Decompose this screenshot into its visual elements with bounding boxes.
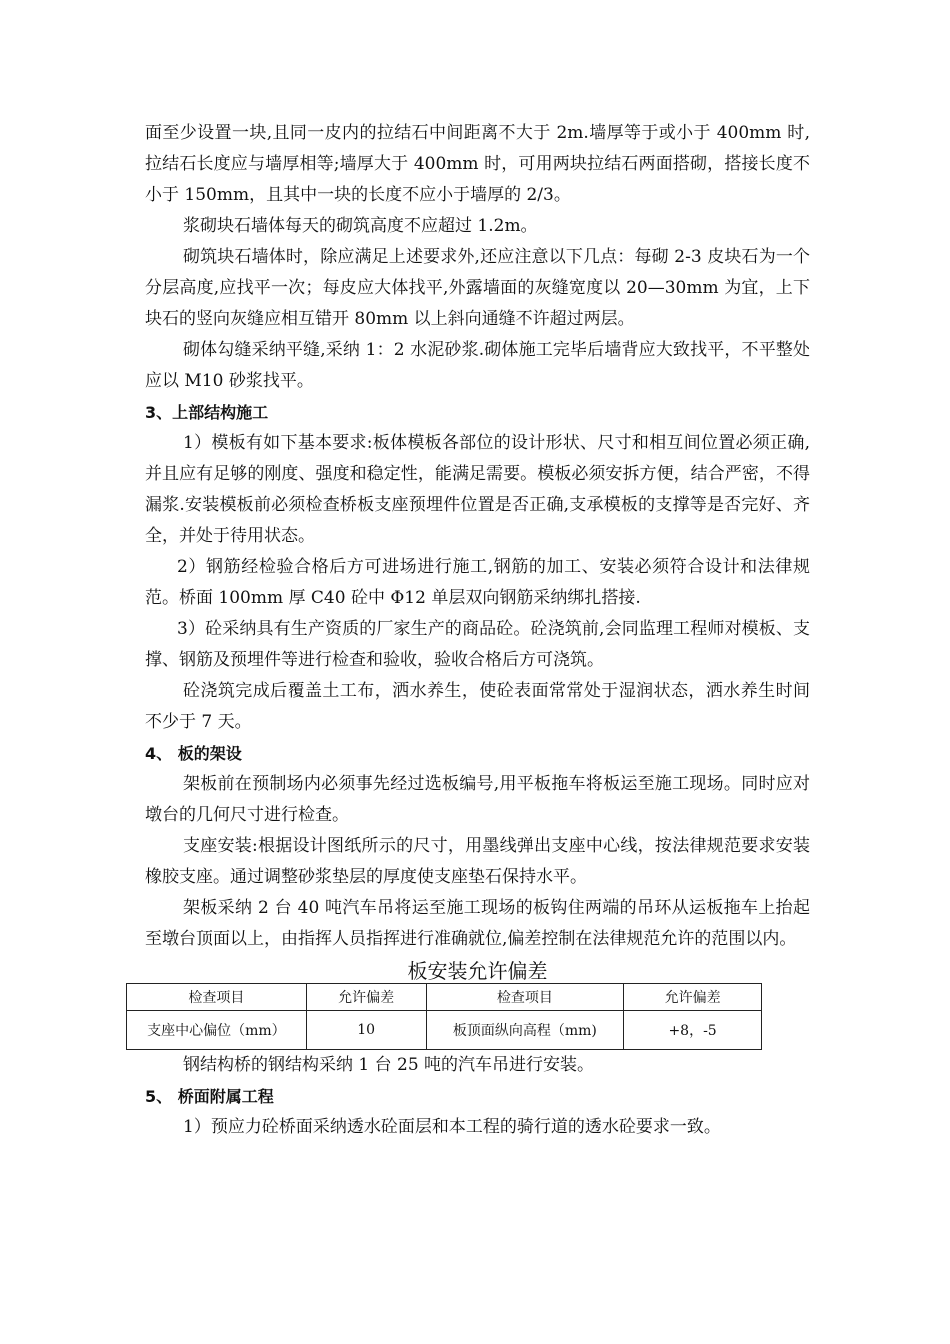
paragraph-concrete: 3）砼采纳具有生产资质的厂家生产的商品砼。砼浇筑前,会同监理工程师对模板、支撑、钢筋及预埋件等进行检查和验收，验收合格后方可浇筑。 xyxy=(145,619,810,670)
table-row xyxy=(127,1011,762,1050)
paragraph-tie-stone: 面至少设置一块,且同一皮内的拉结石中间距离不大于 2m.墙厚等于或小于 400mm 时,拉结石长度应与墙厚相等;墙厚大于 400mm 时，可用两块拉结石两面搭砌，搭接长度不小于 150mm，且其中一块的长度不应小于墙厚的 2/3。 xyxy=(145,123,810,205)
table-cell: 10 xyxy=(306,1011,426,1050)
paragraph-bearing-install: 支座安装:根据设计图纸所示的尺寸，用墨线弹出支座中心线，按法律规范要求安装橡胶支座。通过调整砂浆垫层的厚度使支座垫石保持水平。 xyxy=(145,836,810,887)
table-cell: 支座中心偏位（mm） xyxy=(127,1011,307,1050)
table-header-cell: 允许偏差 xyxy=(306,984,426,1011)
table-cell: +8，-5 xyxy=(624,1011,762,1050)
table-header-cell: 检查项目 xyxy=(127,984,307,1011)
paragraph-pointing: 砌体勾缝采纳平缝,采纳 1：2 水泥砂浆.砌体施工完毕后墙背应大致找平，不平整处应以 M10 砂浆找平。 xyxy=(145,340,810,391)
document-page xyxy=(145,118,810,1143)
paragraph-daily-height: 浆砌块石墙体每天的砌筑高度不应超过 1.2m。 xyxy=(183,216,538,236)
section-heading-deck-ancillary: 5、 桥面附属工程 xyxy=(145,1087,274,1106)
paragraph-crane-lifting: 架板采纳 2 台 40 吨汽车吊将运至施工现场的板钩住两端的吊环从运板拖车上抬起至墩台顶面以上，由指挥人员指挥进行准确就位,偏差控制在法律规范允许的范围以内。 xyxy=(145,898,810,949)
paragraph-rebar: 2）钢筋经检验合格后方可进场进行施工,钢筋的加工、安装必须符合设计和法律规范。桥面 100mm 厚 C40 砼中 Φ12 单层双向钢筋采纳绑扎搭接. xyxy=(145,557,810,608)
section-heading-slab-erection: 4、 板的架设 xyxy=(145,744,242,763)
tolerance-table xyxy=(126,983,762,1050)
paragraph-slab-numbering: 架板前在预制场内必须事先经过选板编号,用平板拖车将板运至施工现场。同时应对墩台的几何尺寸进行检查。 xyxy=(145,774,810,825)
table-header-cell: 检查项目 xyxy=(426,984,624,1011)
paragraph-steel-bridge: 钢结构桥的钢结构采纳 1 台 25 吨的汽车吊进行安装。 xyxy=(183,1055,595,1075)
table-header-cell: 允许偏差 xyxy=(624,984,762,1011)
paragraph-permeable-concrete: 1）预应力砼桥面采纳透水砼面层和本工程的骑行道的透水砼要求一致。 xyxy=(183,1117,721,1137)
section-heading-superstructure: 3、上部结构施工 xyxy=(145,403,269,422)
table-header-row xyxy=(127,984,762,1011)
paragraph-curing: 砼浇筑完成后覆盖土工布，洒水养生，使砼表面常常处于湿润状态，洒水养生时间不少于 7 天。 xyxy=(145,681,810,732)
paragraph-formwork: 1）模板有如下基本要求:板体模板各部位的设计形状、尺寸和相互间位置必须正确,并且应有足够的刚度、强度和稳定性，能满足需要。模板必须安拆方便，结合严密，不得漏浆.安装模板前必须检查桥板支座预埋件位置是否正确,支承模板的支撑等是否完好、齐全，并处于待用状态。 xyxy=(145,433,810,546)
paragraph-masonry-notes: 砌筑块石墙体时，除应满足上述要求外,还应注意以下几点：每砌 2-3 皮块石为一个分层高度,应找平一次；每皮应大体找平,外露墙面的灰缝宽度以 20—30mm 为宜，上下块石的竖向灰缝应相互错开 80mm 以上斜向通缝不许超过两层。 xyxy=(145,247,810,329)
table-cell: 板顶面纵向高程（mm) xyxy=(426,1011,624,1050)
table-title: 板安装允许偏差 xyxy=(407,959,548,983)
